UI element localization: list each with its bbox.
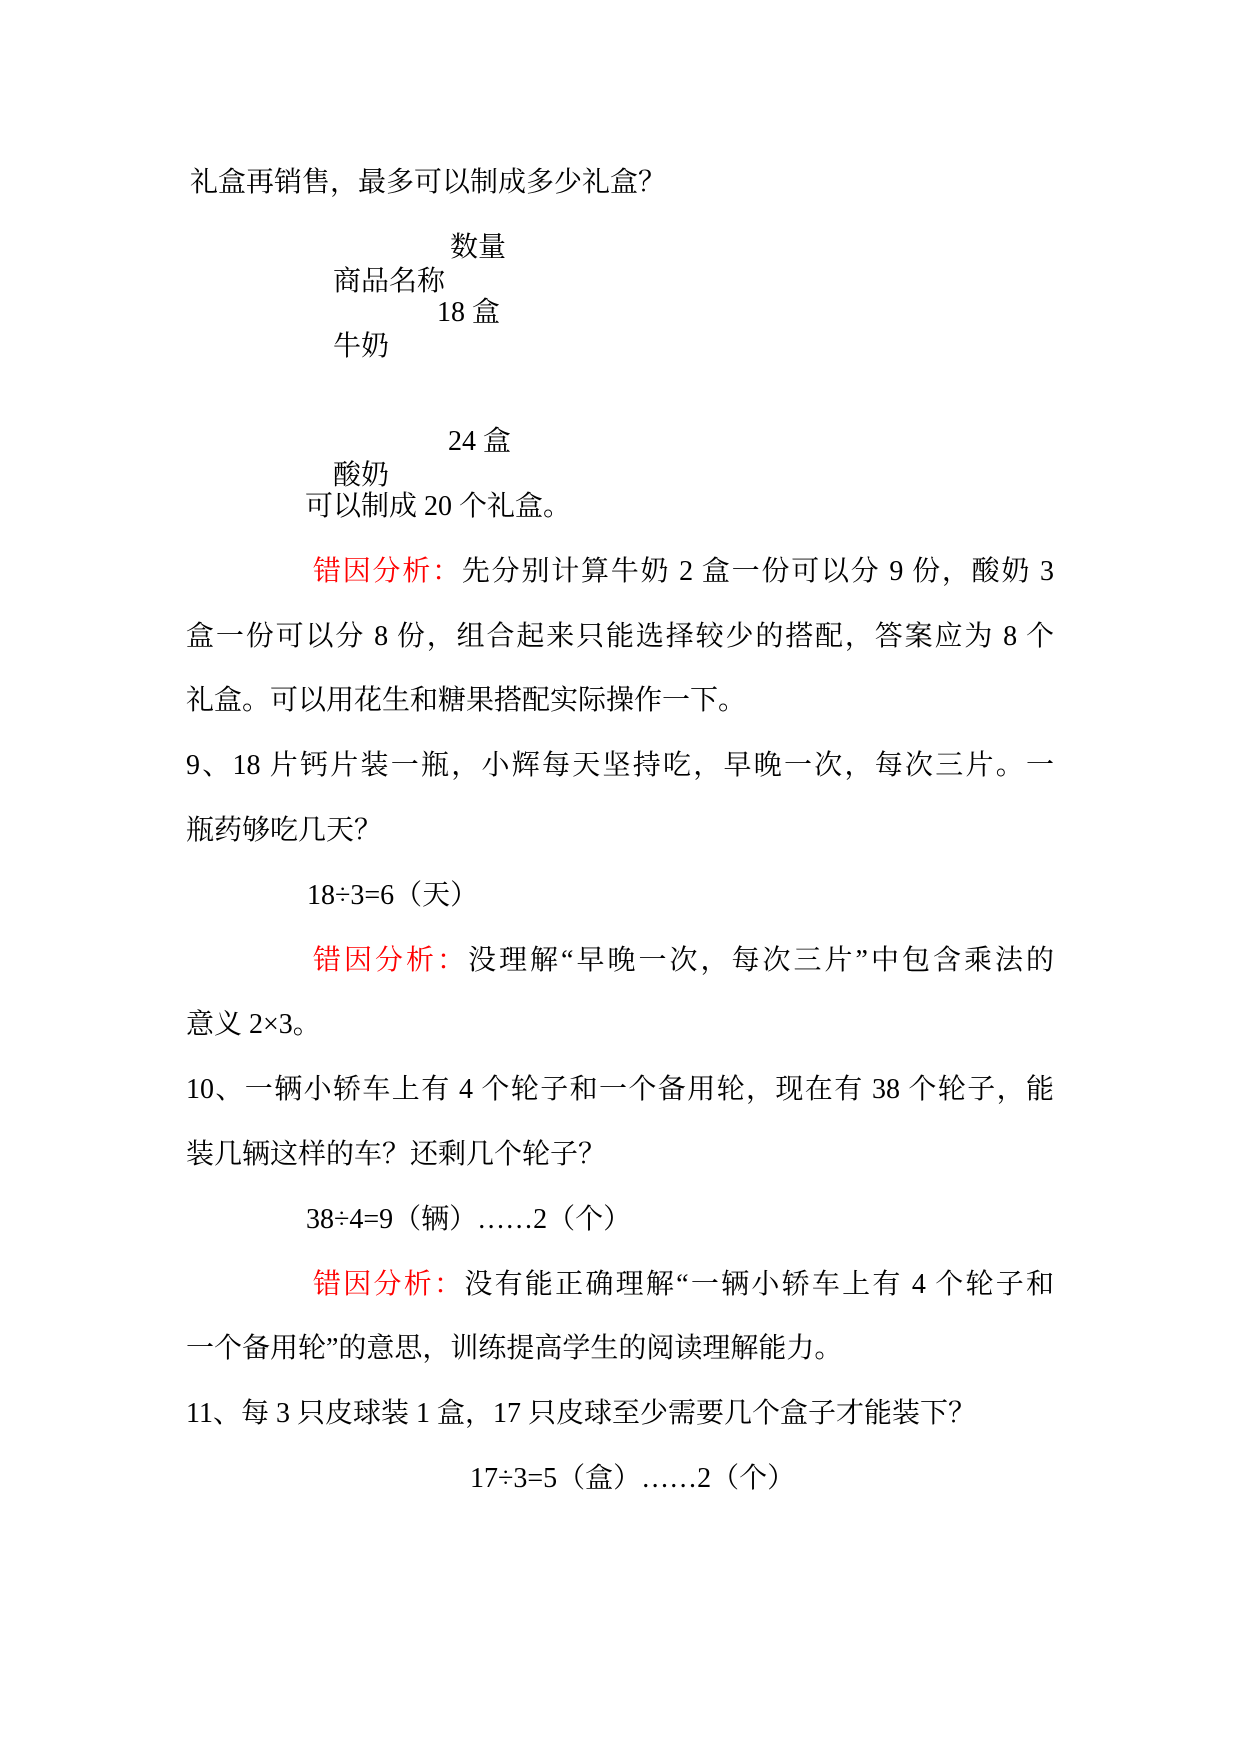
q10-analysis-label: 错因分析：: [313, 1269, 465, 1300]
q8-row-milk-qty: 18 盒: [437, 297, 501, 328]
q8-student-answer: 可以制成 20 个礼盒。: [305, 491, 572, 522]
q8-row-yogurt-qty: 24 盒: [448, 426, 512, 457]
q8-table-row-milk: [305, 296, 501, 432]
q8-table-header-qty: 数量: [450, 232, 507, 263]
q10-question-line-2: 装几辆这样的车？还剩几个轮子？: [186, 1139, 607, 1170]
q10-analysis-line-1: [313, 1268, 1054, 1302]
q11-answer: 17÷3=5（盒）……2（个）: [470, 1463, 796, 1494]
q9-analysis-label: 错因分析：: [313, 945, 469, 976]
q9-question-line-2: 瓶药够吃几天？: [186, 815, 383, 846]
q10-question-line-1: 10、一辆小轿车上有 4 个轮子和一个备用轮，现在有 38 个轮子，能: [186, 1074, 1054, 1105]
q10-answer: 38÷4=9（辆）……2（个）: [306, 1204, 632, 1235]
q9-answer: 18÷3=6（天）: [307, 880, 479, 911]
q8-table-header-name: 商品名称: [333, 266, 446, 297]
q8-question-tail: 礼盒再销售，最多可以制成多少礼盒？: [190, 167, 667, 198]
q9-question-line-1: 9、18 片钙片装一瓶，小辉每天坚持吃，早晚一次，每次三片。一: [186, 750, 1054, 781]
q8-analysis-line-3: 礼盒。可以用花生和糖果搭配实际操作一下。: [186, 685, 747, 716]
q8-analysis-line-2: 盒一份可以分 8 份，组合起来只能选择较少的搭配，答案应为 8 个: [186, 621, 1054, 652]
q9-analysis-line-2: 意义 2×3。: [186, 1009, 321, 1040]
q8-analysis-text-1: 先分别计算牛奶 2 盒一份可以分 9 份，酸奶 3: [461, 556, 1054, 587]
q9-analysis-line-1: [313, 944, 1054, 978]
q8-analysis-line-1: [313, 555, 1054, 589]
q9-analysis-text-1: 没理解“早晚一次，每次三片”中包含乘法的: [468, 945, 1054, 976]
q10-analysis-line-2: 一个备用轮”的意思，训练提高学生的阅读理解能力。: [186, 1333, 843, 1364]
q11-question-line-1: 11、每 3 只皮球装 1 盒，17 只皮球至少需要几个盒子才能装下？: [186, 1398, 976, 1429]
q10-analysis-text-1: 没有能正确理解“一辆小轿车上有 4 个轮子和: [464, 1269, 1054, 1300]
q8-analysis-label: 错因分析：: [313, 556, 462, 587]
q8-row-yogurt-name: 酸奶: [333, 460, 390, 491]
q8-row-milk-name: 牛奶: [333, 331, 390, 362]
